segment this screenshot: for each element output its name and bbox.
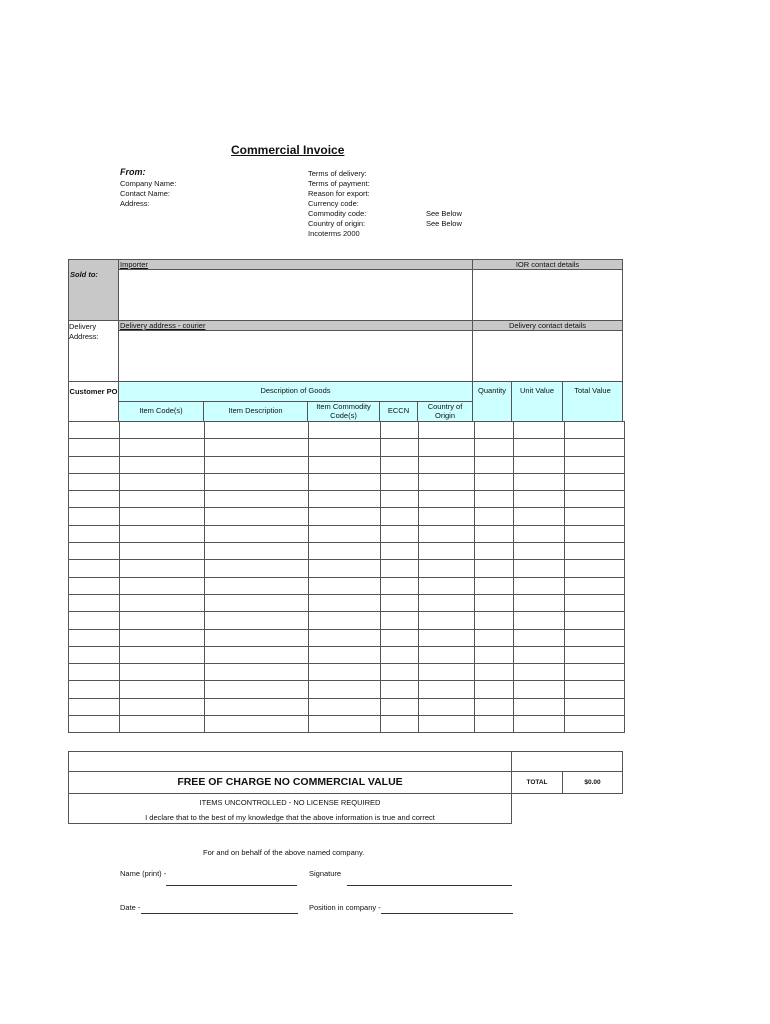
delivery-contact-input[interactable]: [472, 330, 623, 382]
table-cell[interactable]: [381, 491, 419, 508]
table-cell[interactable]: [514, 543, 565, 560]
table-cell[interactable]: [120, 508, 205, 525]
table-cell[interactable]: [565, 577, 625, 594]
table-cell[interactable]: [205, 473, 309, 490]
country-origin-header: Country of Origin: [427, 401, 463, 420]
currency-code-label: Currency code:: [308, 199, 359, 208]
table-cell[interactable]: [309, 473, 381, 490]
table-row: [69, 629, 625, 646]
table-cell[interactable]: [475, 525, 514, 542]
total-value: $0.00: [584, 778, 601, 786]
table-cell[interactable]: [514, 681, 565, 698]
table-cell[interactable]: [381, 612, 419, 629]
table-cell[interactable]: [309, 664, 381, 681]
ior-contact-header: IOR contact details: [515, 260, 580, 269]
table-cell[interactable]: [205, 525, 309, 542]
table-cell[interactable]: [381, 560, 419, 577]
commodity-code-label: Commodity code:: [308, 209, 367, 218]
table-row: [69, 525, 625, 542]
table-row: [69, 664, 625, 681]
table-row: [69, 473, 625, 490]
table-cell[interactable]: [514, 525, 565, 542]
table-cell[interactable]: [309, 612, 381, 629]
table-cell[interactable]: [120, 439, 205, 456]
table-cell[interactable]: [419, 422, 475, 439]
table-cell[interactable]: [475, 439, 514, 456]
table-cell[interactable]: [69, 525, 120, 542]
item-code-header: Item Code(s): [139, 406, 183, 416]
table-cell[interactable]: [309, 543, 381, 560]
table-row: [69, 716, 625, 733]
delivery-contact-header: Delivery contact details: [508, 321, 587, 330]
description-header: Description of Goods: [260, 386, 331, 396]
table-cell[interactable]: [69, 698, 120, 715]
table-cell[interactable]: [381, 577, 419, 594]
table-cell[interactable]: [69, 473, 120, 490]
table-cell[interactable]: [205, 612, 309, 629]
table-cell[interactable]: [120, 422, 205, 439]
table-cell[interactable]: [475, 612, 514, 629]
name-print-field[interactable]: [166, 885, 297, 886]
contact-name-label: Contact Name:: [120, 189, 171, 198]
table-cell[interactable]: [514, 664, 565, 681]
table-cell[interactable]: [120, 543, 205, 560]
table-cell[interactable]: [120, 473, 205, 490]
table-cell[interactable]: [475, 491, 514, 508]
table-row: [69, 508, 625, 525]
table-cell[interactable]: [69, 681, 120, 698]
table-cell[interactable]: [419, 612, 475, 629]
commodity-code-value: See Below: [426, 209, 462, 218]
table-cell[interactable]: [565, 525, 625, 542]
table-row: [69, 698, 625, 715]
table-cell[interactable]: [514, 716, 565, 733]
importer-header: Importer: [120, 260, 148, 269]
table-cell[interactable]: [69, 577, 120, 594]
table-cell[interactable]: [514, 508, 565, 525]
table-cell[interactable]: [565, 594, 625, 611]
table-cell[interactable]: [309, 456, 381, 473]
table-row: [69, 612, 625, 629]
table-cell[interactable]: [565, 646, 625, 663]
delivery-address-input[interactable]: [118, 330, 473, 382]
table-cell[interactable]: [309, 681, 381, 698]
table-row: [69, 439, 625, 456]
table-cell[interactable]: [69, 491, 120, 508]
table-cell[interactable]: [565, 473, 625, 490]
table-cell[interactable]: [381, 508, 419, 525]
table-cell[interactable]: [475, 629, 514, 646]
table-cell[interactable]: [381, 716, 419, 733]
table-cell[interactable]: [69, 439, 120, 456]
table-cell[interactable]: [475, 698, 514, 715]
table-cell[interactable]: [120, 456, 205, 473]
table-cell[interactable]: [419, 577, 475, 594]
commodity-code-header: Item Commodity Code(s): [316, 401, 371, 420]
uncontrolled-text: ITEMS UNCONTROLLED - NO LICENSE REQUIRED: [199, 798, 381, 807]
table-cell[interactable]: [309, 525, 381, 542]
table-cell[interactable]: [475, 543, 514, 560]
table-cell[interactable]: [419, 716, 475, 733]
table-row: [69, 543, 625, 560]
table-cell[interactable]: [419, 525, 475, 542]
table-cell[interactable]: [205, 456, 309, 473]
table-cell[interactable]: [69, 508, 120, 525]
table-cell[interactable]: [309, 508, 381, 525]
table-cell[interactable]: [381, 664, 419, 681]
table-cell[interactable]: [565, 612, 625, 629]
table-cell[interactable]: [120, 698, 205, 715]
table-cell[interactable]: [205, 716, 309, 733]
spacer-row: [68, 751, 512, 772]
table-cell[interactable]: [475, 422, 514, 439]
table-cell[interactable]: [205, 439, 309, 456]
table-cell[interactable]: [419, 560, 475, 577]
table-cell[interactable]: [419, 508, 475, 525]
address-label: Address:: [120, 199, 150, 208]
table-cell[interactable]: [69, 664, 120, 681]
table-row: [69, 577, 625, 594]
table-cell[interactable]: [565, 681, 625, 698]
table-cell[interactable]: [565, 543, 625, 560]
position-label: Position in company -: [309, 903, 381, 912]
table-cell[interactable]: [381, 473, 419, 490]
table-cell[interactable]: [565, 439, 625, 456]
table-cell[interactable]: [419, 646, 475, 663]
table-cell[interactable]: [120, 491, 205, 508]
table-cell[interactable]: [205, 577, 309, 594]
table-cell[interactable]: [205, 491, 309, 508]
incoterms-label: Incoterms 2000: [308, 229, 360, 238]
table-cell[interactable]: [565, 629, 625, 646]
table-cell[interactable]: [565, 716, 625, 733]
table-cell[interactable]: [475, 681, 514, 698]
table-cell[interactable]: [419, 543, 475, 560]
table-cell[interactable]: [565, 664, 625, 681]
reason-export-label: Reason for export:: [308, 189, 370, 198]
table-cell[interactable]: [120, 577, 205, 594]
table-cell[interactable]: [120, 594, 205, 611]
goods-table-body: [68, 421, 625, 733]
table-cell[interactable]: [69, 456, 120, 473]
table-cell[interactable]: [69, 612, 120, 629]
table-cell[interactable]: [475, 646, 514, 663]
table-cell[interactable]: [565, 422, 625, 439]
sold-to-label-cell: [68, 259, 119, 321]
importer-input[interactable]: [118, 269, 473, 321]
table-cell[interactable]: [205, 508, 309, 525]
table-cell[interactable]: [309, 698, 381, 715]
table-cell[interactable]: [419, 681, 475, 698]
table-cell[interactable]: [514, 646, 565, 663]
table-cell[interactable]: [419, 473, 475, 490]
delivery-address-header: Delivery address - courier: [120, 321, 206, 330]
page-title: Commercial Invoice: [231, 143, 345, 157]
declaration-right-blank: [511, 793, 623, 824]
table-cell[interactable]: [514, 491, 565, 508]
table-cell[interactable]: [69, 560, 120, 577]
table-row: [69, 560, 625, 577]
table-cell[interactable]: [205, 543, 309, 560]
total-value-header: Total Value: [574, 386, 611, 396]
terms-delivery-label: Terms of delivery:: [308, 169, 367, 178]
spacer-row-right: [511, 751, 623, 772]
table-cell[interactable]: [309, 439, 381, 456]
table-cell[interactable]: [120, 716, 205, 733]
table-cell[interactable]: [205, 560, 309, 577]
table-cell[interactable]: [120, 646, 205, 663]
table-cell[interactable]: [514, 629, 565, 646]
foc-text: FREE OF CHARGE NO COMMERCIAL VALUE: [177, 776, 403, 789]
table-cell[interactable]: [419, 439, 475, 456]
table-cell[interactable]: [120, 525, 205, 542]
table-cell[interactable]: [514, 698, 565, 715]
country-origin-value: See Below: [426, 219, 462, 228]
table-cell[interactable]: [120, 681, 205, 698]
table-row: [69, 646, 625, 663]
table-cell[interactable]: [120, 664, 205, 681]
table-cell[interactable]: [565, 456, 625, 473]
company-name-label: Company Name:: [120, 179, 177, 188]
table-cell[interactable]: [475, 577, 514, 594]
sold-to-label: Sold to:: [70, 270, 98, 279]
table-cell[interactable]: [309, 646, 381, 663]
delivery-label-line1: Delivery: [69, 322, 97, 331]
table-cell[interactable]: [514, 560, 565, 577]
table-cell[interactable]: [309, 629, 381, 646]
table-cell[interactable]: [475, 473, 514, 490]
table-cell[interactable]: [381, 698, 419, 715]
customer-po-header: Customer PO: [69, 386, 118, 396]
table-cell[interactable]: [309, 422, 381, 439]
item-description-header: Item Description: [228, 406, 283, 416]
table-cell[interactable]: [514, 439, 565, 456]
date-label: Date -: [120, 903, 141, 912]
table-cell[interactable]: [69, 594, 120, 611]
ior-contact-input[interactable]: [472, 269, 623, 321]
table-cell[interactable]: [381, 646, 419, 663]
table-cell[interactable]: [565, 698, 625, 715]
country-origin-label: Country of origin:: [308, 219, 366, 228]
table-cell[interactable]: [381, 439, 419, 456]
table-cell[interactable]: [205, 681, 309, 698]
name-print-label: Name (print) -: [120, 869, 167, 878]
table-cell[interactable]: [205, 422, 309, 439]
table-cell[interactable]: [69, 716, 120, 733]
date-field[interactable]: [141, 913, 298, 914]
table-cell[interactable]: [205, 594, 309, 611]
table-cell[interactable]: [69, 543, 120, 560]
unit-value-header: Unit Value: [519, 386, 555, 396]
delivery-label-line2: Address:: [69, 332, 99, 341]
table-cell[interactable]: [205, 664, 309, 681]
table-cell[interactable]: [205, 698, 309, 715]
table-row: [69, 594, 625, 611]
table-cell[interactable]: [419, 491, 475, 508]
table-cell[interactable]: [205, 646, 309, 663]
terms-payment-label: Terms of payment:: [308, 179, 370, 188]
table-row: [69, 491, 625, 508]
table-cell[interactable]: [514, 577, 565, 594]
signature-label: Signature: [309, 869, 342, 878]
table-cell[interactable]: [475, 508, 514, 525]
table-cell[interactable]: [565, 560, 625, 577]
table-cell[interactable]: [120, 629, 205, 646]
table-row: [69, 422, 625, 439]
table-row: [69, 681, 625, 698]
table-cell[interactable]: [69, 422, 120, 439]
declaration-text: I declare that to the best of my knowledge that the above information is true and correct: [145, 813, 435, 822]
table-cell[interactable]: [381, 456, 419, 473]
table-cell[interactable]: [514, 612, 565, 629]
table-cell[interactable]: [419, 594, 475, 611]
table-cell[interactable]: [309, 577, 381, 594]
table-cell[interactable]: [205, 629, 309, 646]
table-cell[interactable]: [514, 422, 565, 439]
table-cell[interactable]: [69, 646, 120, 663]
table-cell[interactable]: [475, 664, 514, 681]
total-label: TOTAL: [526, 778, 548, 786]
eccn-header: ECCN: [387, 406, 410, 416]
table-cell[interactable]: [419, 664, 475, 681]
quantity-header: Quantity: [478, 386, 506, 396]
table-cell[interactable]: [419, 698, 475, 715]
behalf-text: For and on behalf of the above named company.: [203, 848, 365, 857]
position-field[interactable]: [381, 913, 513, 914]
table-cell[interactable]: [475, 560, 514, 577]
table-cell[interactable]: [475, 594, 514, 611]
table-cell[interactable]: [381, 681, 419, 698]
table-cell[interactable]: [419, 456, 475, 473]
from-label: From:: [120, 167, 146, 177]
table-cell[interactable]: [514, 473, 565, 490]
table-cell[interactable]: [381, 629, 419, 646]
table-cell[interactable]: [475, 456, 514, 473]
table-cell[interactable]: [419, 629, 475, 646]
table-cell[interactable]: [69, 629, 120, 646]
table-cell[interactable]: [381, 543, 419, 560]
table-cell[interactable]: [309, 560, 381, 577]
table-cell[interactable]: [381, 525, 419, 542]
table-cell[interactable]: [381, 594, 419, 611]
table-cell[interactable]: [120, 612, 205, 629]
table-cell[interactable]: [514, 594, 565, 611]
table-cell[interactable]: [309, 594, 381, 611]
table-cell[interactable]: [475, 716, 514, 733]
table-cell[interactable]: [309, 491, 381, 508]
signature-field[interactable]: [347, 885, 512, 886]
table-cell[interactable]: [565, 491, 625, 508]
table-cell[interactable]: [381, 422, 419, 439]
table-cell[interactable]: [120, 560, 205, 577]
table-row: [69, 456, 625, 473]
table-cell[interactable]: [309, 716, 381, 733]
table-cell[interactable]: [565, 508, 625, 525]
table-cell[interactable]: [514, 456, 565, 473]
